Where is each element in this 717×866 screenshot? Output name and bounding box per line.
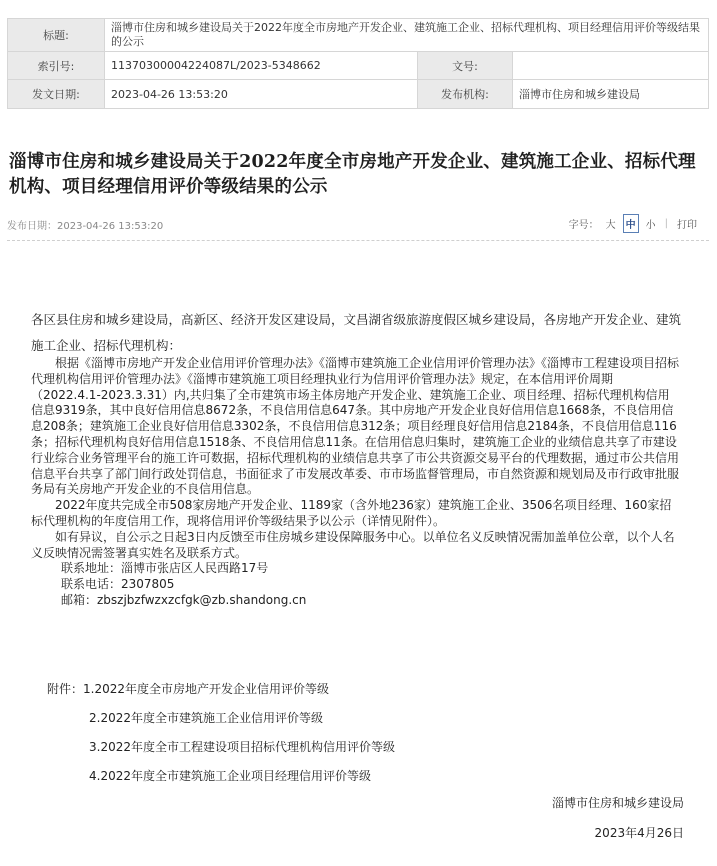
- attachment-link-3[interactable]: 3.2022年度全市工程建设项目招标代理机构信用评价等级: [89, 740, 395, 754]
- date-value: 2023-04-26 13:53:20: [105, 80, 418, 109]
- org-value: 淄博市住房和城乡建设局: [513, 80, 709, 109]
- org-label: 发布机构:: [418, 80, 513, 109]
- signature-block: [552, 794, 684, 841]
- metadata-table: [7, 18, 709, 109]
- index-value: 11370300004224087L/2023-5348662: [105, 52, 418, 80]
- attachment-row-4: [47, 764, 647, 793]
- docno-label: 文号:: [418, 52, 513, 80]
- paragraph-3: 如有异议，自公示之日起3日内反馈至市住房城乡建设保障服务中心。以单位名义反映情况需加盖单位公章，以个人名义反映情况需签署真实姓名及联系方式。: [31, 529, 675, 560]
- attachment-link-4[interactable]: 4.2022年度全市建筑施工企业项目经理信用评价等级: [89, 769, 371, 783]
- paragraph-2: 2022年度共完成全市508家房地产开发企业、1189家（含外地236家）建筑施工企业、3506名项目经理、160家招标代理机构的年度信用工作，现将信用评价等级结果予以公示（详情见附件）。: [31, 498, 672, 528]
- tools-separator: |: [664, 218, 668, 229]
- contact-address: 联系地址：淄博市张店区人民西路17号: [61, 561, 269, 576]
- attachment-link-1[interactable]: 1.2022年度全市房地产开发企业信用评价等级: [83, 682, 330, 696]
- info-bar: [7, 210, 709, 241]
- title-label: 标题:: [8, 19, 105, 52]
- date-label: 发文日期:: [8, 80, 105, 109]
- font-size-label: 字号：: [568, 220, 599, 231]
- print-button[interactable]: 打印: [677, 220, 697, 231]
- salutation: 各区县住房和城乡建设局，高新区、经济开发区建设局，文昌湖省级旅游度假区城乡建设局，各房地产开发企业、建筑施工企业、招标代理机构：: [31, 312, 682, 353]
- contact-email: 邮箱：zbszjbzfwzxzcfgk@zb.shandong.cn: [61, 592, 307, 607]
- paragraph-1: 根据《淄博市房地产开发企业信用评价管理办法》《淄博市建筑施工企业信用评价管理办法》《淄博市工程建设项目招标代理机构信用评价管理办法》《淄博市建筑施工项目经理执业行为信用评价管理办法》规定，在本信用评价周期（2022.4.1-2023.3.31）内,共归集了全市建筑市场主体房地产开发企业、建筑施工企业、项目经理、招标代理机构信用信息9319条，其中良好信用信息8672条，不良信用信息647条。其中房地产开发企业良好信用信息1668条，不良信用信息208条；建筑施工企业良好信用信息3302条，不良信用信息312条；项目经理良好信用信息2184条，不良信用信息116条；招标代理机构良好信用信息1518条、不良信用信息11条。在信用信息归集时，建筑施工企业的业绩信息共享了市建设行业综合业务管理平台的施工许可数据，招标代理机构的业绩信息共享了市公共资源交易平台的代理数据，通过市公共信用信息平台共享了部门间行政处罚信息，书面征求了市发展改革委、市市场监督管理局，市自然资源和规划局及市行政审批服务局有关房地产开发企业的不良信用信息。: [31, 356, 680, 497]
- index-label: 索引号:: [8, 52, 105, 80]
- title-value: 淄博市住房和城乡建设局关于2022年度全市房地产开发企业、建筑施工企业、招标代理机构、项目经理信用评价等级结果的公示: [105, 19, 709, 52]
- page-title: 淄博市住房和城乡建设局关于2022年度全市房地产开发企业、建筑施工企业、招标代理机构、项目经理信用评价等级结果的公示: [9, 152, 696, 197]
- attachment-row-2: [47, 706, 647, 735]
- font-size-tools: [569, 214, 699, 233]
- attachments-label: 附件：: [47, 682, 84, 696]
- attachment-row-1: [47, 677, 647, 706]
- attachment-row-3: [47, 735, 647, 764]
- attachment-link-2[interactable]: 2.2022年度全市建筑施工企业信用评价等级: [89, 711, 323, 725]
- font-size-medium-button[interactable]: 中: [623, 214, 639, 233]
- signature-date: 2023年4月26日: [594, 826, 684, 840]
- attachments: [47, 677, 647, 793]
- article-main: [31, 356, 681, 609]
- contact-phone: 联系电话：2307805: [61, 577, 175, 592]
- publish-date: 发布日期：2023-04-26 13:53:20: [7, 221, 164, 232]
- font-size-large-button[interactable]: 大: [605, 220, 616, 231]
- font-size-small-button[interactable]: 小: [645, 220, 656, 231]
- signature-org: 淄博市住房和城乡建设局: [551, 796, 684, 810]
- docno-value: [513, 52, 709, 80]
